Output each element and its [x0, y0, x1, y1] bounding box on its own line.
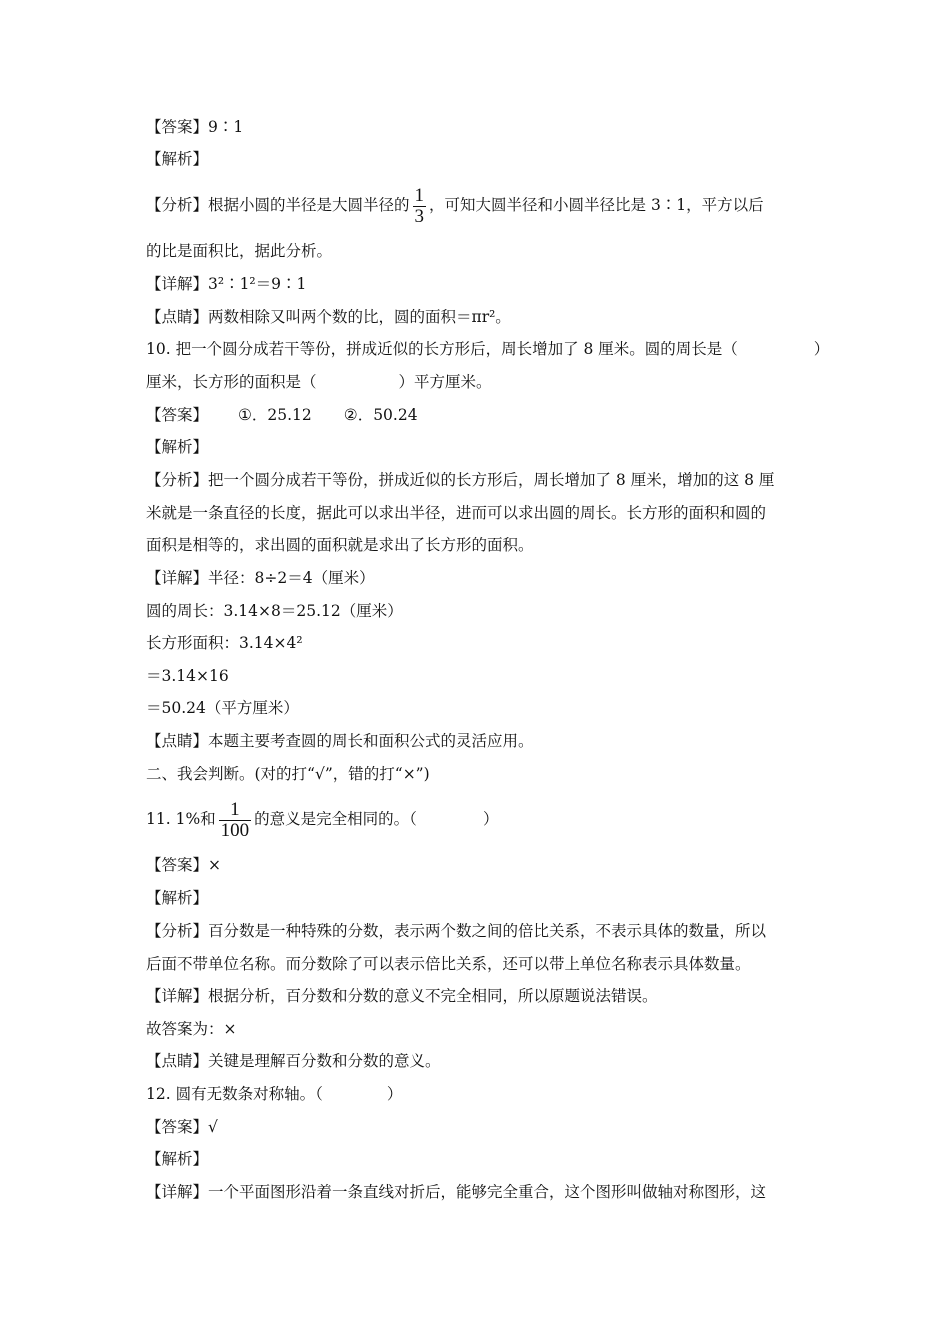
q12-jiexi: 【解析】	[146, 1150, 209, 1168]
q11-stem-text-a: 11. 1%和	[146, 810, 216, 828]
q9-analysis-text-a: 【分析】根据小圆的半径是大圆半径的	[146, 196, 410, 214]
q10-answer-label: 【答案】	[146, 406, 209, 424]
q12-stem-text: 12. 圆有无数条对称轴。（	[146, 1085, 323, 1103]
q9-analysis-line2: 的比是面积比，据此分析。	[146, 242, 333, 260]
q9-fraction-numerator: 1	[414, 184, 425, 206]
q10-answer-1: ①．25.12	[238, 406, 312, 424]
q10-stem-text-a: 10. 把一个圆分成若干等份，拼成近似的长方形后，周长增加了 8 厘米。圆的周长是（	[146, 340, 738, 358]
q10-analysis-line3: 面积是相等的，求出圆的面积就是求出了长方形的面积。	[146, 536, 534, 554]
q12-stem-close: ）	[386, 1085, 403, 1103]
q10-analysis-line1: 【分析】把一个圆分成若干等份，拼成近似的长方形后，周长增加了 8 厘米，增加的这 8 厘	[146, 471, 775, 489]
q11-dianjing: 【点睛】关键是理解百分数和分数的意义。	[146, 1052, 441, 1070]
q10-stem-close-a: ）	[813, 340, 830, 358]
q11-fraction-numerator: 1	[230, 798, 240, 820]
q9-fraction	[413, 186, 427, 227]
q10-detail-line1: 【详解】半径：8÷2＝4（厘米）	[146, 569, 375, 587]
q9-answer: 【答案】9∶1	[146, 118, 244, 136]
q9-analysis-line1	[146, 183, 816, 227]
q11-jiexi: 【解析】	[146, 889, 209, 907]
q10-stem-close-b: ）平方厘米。	[398, 373, 492, 391]
q11-detail: 【详解】根据分析，百分数和分数的意义不完全相同，所以原题说法错误。	[146, 987, 658, 1005]
q10-detail-line5: ＝50.24（平方厘米）	[146, 699, 299, 717]
q10-dianjing: 【点睛】本题主要考查圆的周长和面积公式的灵活应用。	[146, 732, 534, 750]
q10-detail-line3: 长方形面积：3.14×4²	[146, 634, 303, 652]
q11-stem	[146, 797, 816, 841]
q11-conclusion: 故答案为：×	[146, 1020, 237, 1038]
q10-answer	[146, 405, 816, 425]
q11-analysis-line2: 后面不带单位名称。而分数除了可以表示倍比关系，还可以带上单位名称表示具体数量。	[146, 955, 751, 973]
q9-fraction-denominator: 3	[414, 205, 425, 227]
q10-stem-text-b: 厘米，长方形的面积是（	[146, 373, 317, 391]
q12-answer: 【答案】√	[146, 1118, 218, 1136]
section-2-heading: 二、我会判断。(对的打“√”，错的打“×”)	[146, 765, 430, 783]
q9-jiexi: 【解析】	[146, 150, 209, 168]
q9-detail: 【详解】3²∶1²＝9∶1	[146, 275, 307, 293]
q11-answer: 【答案】×	[146, 856, 221, 874]
q12-detail: 【详解】一个平面图形沿着一条直线对折后，能够完全重合，这个图形叫做轴对称图形，这	[146, 1183, 767, 1201]
q10-detail-line2: 圆的周长：3.14×8＝25.12（厘米）	[146, 602, 403, 620]
q10-stem-line1	[146, 339, 830, 359]
q10-answer-2: ②．50.24	[343, 406, 418, 424]
q11-stem-close: ）	[482, 810, 499, 828]
q10-detail-line4: ＝3.14×16	[146, 667, 229, 685]
q12-stem	[146, 1084, 816, 1104]
q10-jiexi: 【解析】	[146, 438, 209, 456]
q10-stem-line2	[146, 372, 816, 392]
q9-analysis-text-b: ，可知大圆半径和小圆半径比是 3∶1，平方以后	[429, 196, 764, 214]
q11-fraction	[219, 800, 252, 841]
q11-fraction-denominator: 100	[220, 819, 250, 841]
q9-dianjing: 【点睛】两数相除又叫两个数的比，圆的面积＝πr²。	[146, 308, 511, 326]
q11-analysis-line1: 【分析】百分数是一种特殊的分数，表示两个数之间的倍比关系，不表示具体的数量，所以	[146, 922, 767, 940]
q11-stem-text-b: 的意义是完全相同的。（	[254, 810, 417, 828]
q10-analysis-line2: 米就是一条直径的长度，据此可以求出半径，进而可以求出圆的周长。长方形的面积和圆的	[146, 504, 767, 522]
